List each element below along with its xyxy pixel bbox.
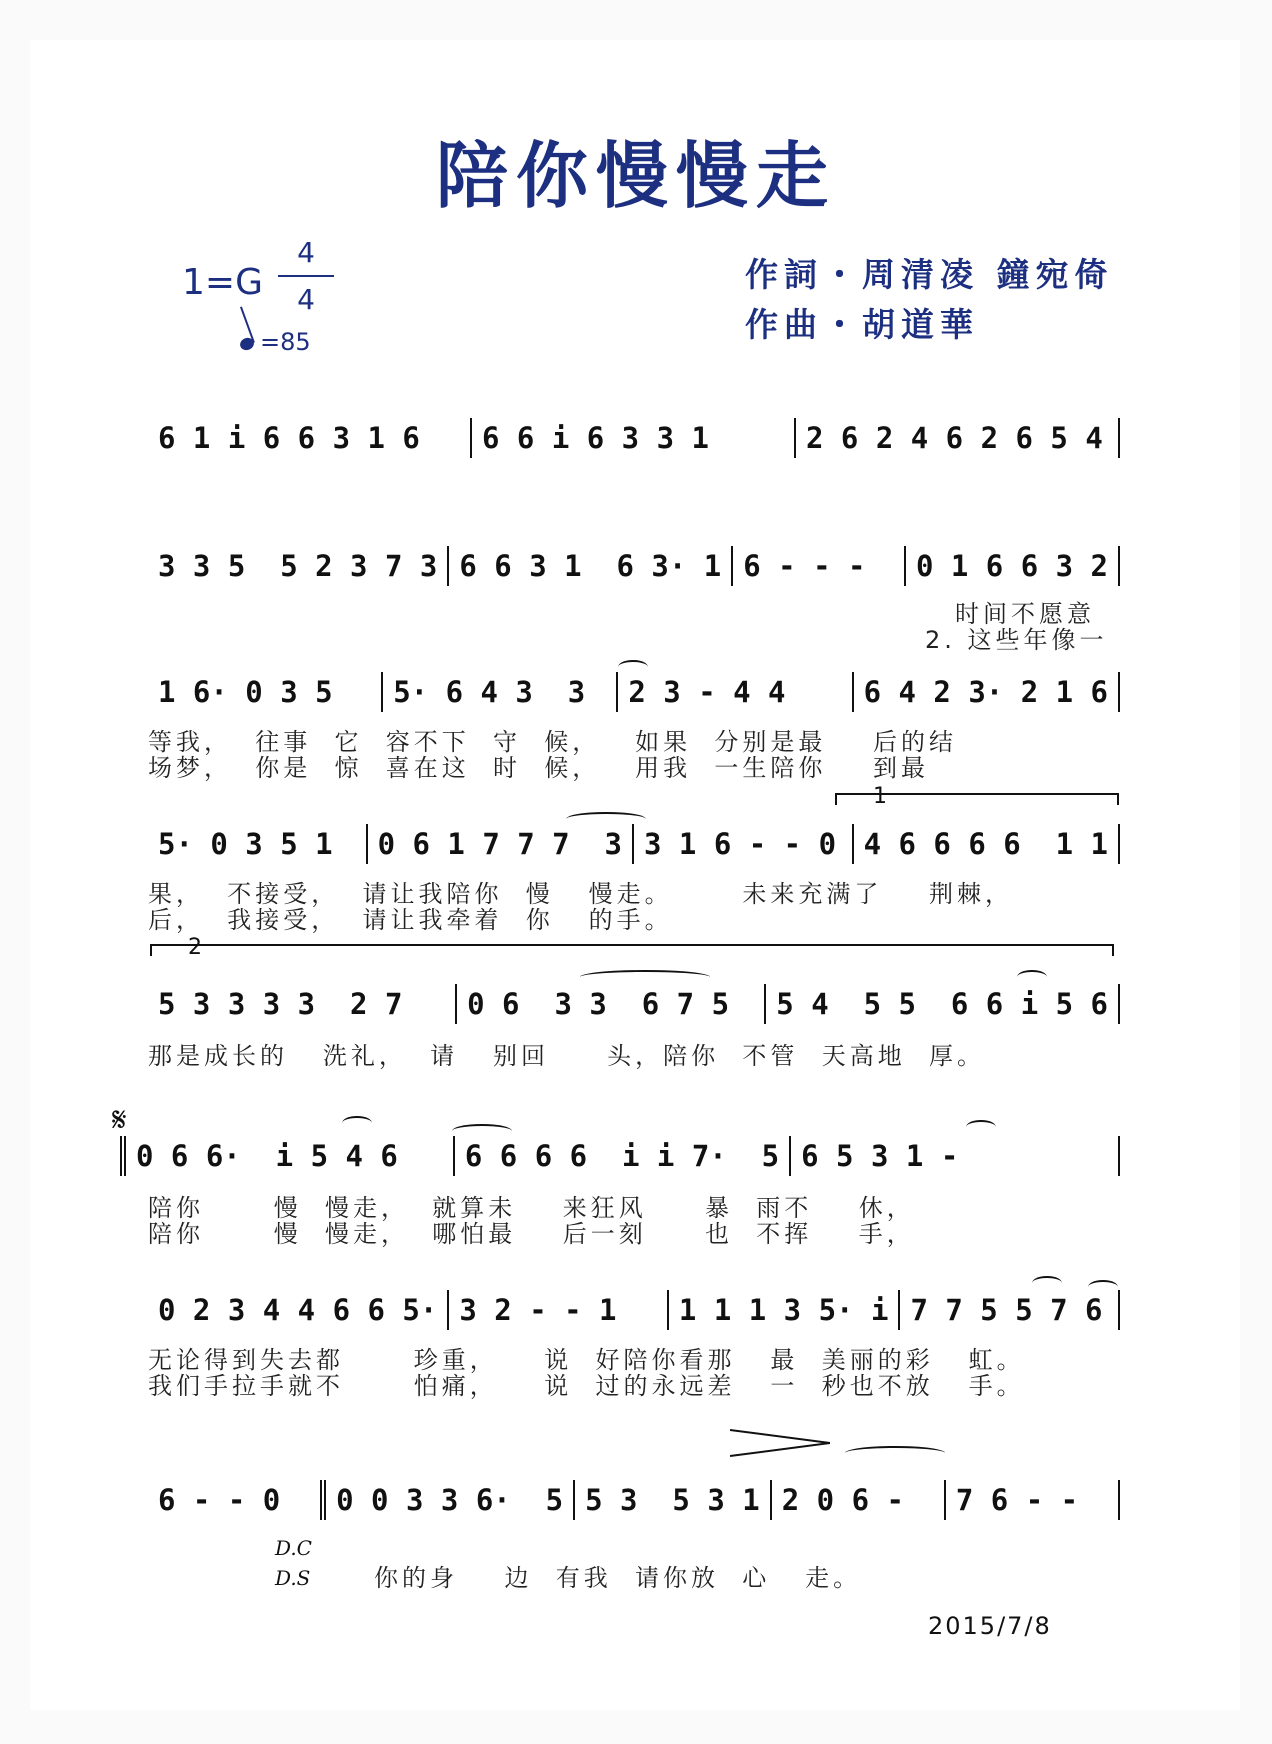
measure: 1 6· 0 3 5 — [158, 675, 333, 709]
measure: 0 6 1 7 7 7 3 — [366, 824, 632, 864]
measure: 6 4 2 3· 2 1 6 — [852, 672, 1118, 712]
measure: 0 0 3 3 6· 5 — [320, 1480, 573, 1520]
lyrics-line-2b: 2. 这些年像一 — [925, 626, 1108, 654]
measure: 2 6 2 4 6 2 6 5 4 — [794, 418, 1118, 458]
lyrics-line-8: 你的身 边 有我 请你放 心 走。 — [374, 1564, 862, 1592]
measure: 5 3 5 3 1 — [573, 1480, 770, 1520]
measure: 0 6 6· i 5 4 6 — [120, 1136, 453, 1176]
score-line-5 — [148, 984, 1120, 1024]
measure: 5· 0 3 5 1 — [158, 827, 333, 861]
measure: 0 2 3 4 4 6 6 5· — [158, 1293, 438, 1327]
quarter-note-icon — [238, 336, 255, 352]
measure: 6 1 i 6 6 3 1 6 — [158, 421, 420, 455]
measure: 1 1 1 3 5· i — [667, 1290, 899, 1330]
tie-mark — [966, 1120, 996, 1134]
tie-mark — [1032, 1276, 1062, 1290]
lyrics-line-2a: 时间不愿意 — [955, 600, 1095, 628]
lyrics-line-6b: 陪你 慢 慢走， 哪怕最 后一刻 也 不挥 手， — [148, 1220, 915, 1248]
measure: 6 - - - — [731, 546, 904, 586]
dc-marking: D.C — [275, 1536, 312, 1560]
measure: 7 6 - - — [944, 1480, 1118, 1520]
song-title: 陪你慢慢走 — [435, 133, 836, 218]
meter-top: 4 — [297, 236, 315, 269]
tie-mark — [342, 1116, 372, 1130]
measure: 2 0 6 - — [770, 1480, 944, 1520]
lyrics-line-6a: 陪你 慢 慢走， 就算未 来狂风 暴 雨不 休， — [148, 1194, 915, 1222]
tie-mark — [452, 1124, 512, 1138]
score-line-4 — [148, 824, 1120, 864]
measure: 5· 6 4 3 3 — [381, 672, 616, 712]
tempo-marking — [240, 328, 311, 356]
score-line-8 — [148, 1480, 1120, 1520]
measure: 7 7 5 5 7 6 — [898, 1290, 1118, 1330]
measure: 6 5 3 1 - — [789, 1136, 1118, 1176]
score-line-3 — [148, 672, 1120, 712]
tie-mark — [1017, 970, 1047, 984]
lyrics-line-3a: 等我， 往事 它 容不下 守 候， 如果 分别是最 后的结 — [148, 728, 957, 756]
score-line-7 — [148, 1290, 1120, 1330]
measure: 5 3 3 3 3 2 7 — [158, 987, 403, 1021]
lyrics-line-4b: 后， 我接受， 请让我牵着 你 的手。 — [148, 906, 673, 934]
time-signature — [278, 236, 334, 316]
score-line-2 — [148, 546, 1120, 586]
tie-mark — [580, 970, 710, 984]
lyrics-line-7b: 我们手拉手就不 怕痛， 说 过的永远差 一 秒也不放 手。 — [148, 1372, 1025, 1400]
measure: 2 3 - 4 4 — [616, 672, 851, 712]
measure: 6 - - 0 — [158, 1483, 281, 1517]
credits — [745, 250, 1114, 350]
lyrics-line-4a: 果， 不接受， 请让我陪你 慢 慢走。 未来充满了 荆棘， — [148, 880, 1013, 908]
measure: 3 3 5 5 2 3 7 3 — [158, 549, 438, 583]
measure: 3 1 6 - - 0 — [632, 824, 852, 864]
lyricist-credit: 作詞・周清凌 鐘宛倚 — [745, 255, 1114, 294]
tie-mark — [845, 1446, 945, 1460]
measure: 0 6 3 3 6 7 5 — [455, 984, 764, 1024]
meter-bottom: 4 — [297, 283, 315, 316]
measure: 6 6 6 6 i i 7· 5 — [453, 1136, 789, 1176]
decrescendo-icon — [730, 1428, 830, 1458]
composer-credit: 作曲・胡道華 — [745, 305, 979, 344]
measure: 4 6 6 6 6 1 1 — [852, 824, 1118, 864]
lyrics-line-5: 那是成长的 洗礼， 请 别回 头，陪你 不管 天高地 厚。 — [148, 1042, 985, 1070]
volta-number: 2 — [188, 935, 202, 960]
measure: 0 1 6 6 3 2 — [904, 546, 1118, 586]
tie-mark — [618, 660, 648, 674]
tie-mark — [1088, 1280, 1118, 1294]
tempo-value: =85 — [260, 328, 311, 356]
score-line-1 — [148, 418, 1120, 458]
score-line-6 — [120, 1136, 1120, 1176]
measure: 5 4 5 5 6 6 i 5 6 — [764, 984, 1118, 1024]
volta-number: 1 — [873, 784, 887, 809]
ds-marking: D.S — [275, 1566, 311, 1590]
meter-divider — [278, 275, 334, 277]
segno-icon: 𝄋 — [112, 1100, 127, 1140]
measure: 6 6 i 6 3 3 1 — [470, 418, 794, 458]
measure: 6 6 3 1 6 3· 1 — [447, 546, 731, 586]
lyrics-line-7a: 无论得到失去都 珍重， 说 好陪你看那 最 美丽的彩 虹。 — [148, 1346, 1025, 1374]
volta-bracket-2 — [150, 944, 1114, 956]
measure: 3 2 - - 1 — [447, 1290, 667, 1330]
key-signature: 1=G — [182, 262, 263, 303]
date-stamp: 2015/7/8 — [928, 1612, 1052, 1640]
lyrics-line-3b: 场梦， 你是 惊 喜在这 时 候， 用我 一生陪你 到最 — [148, 754, 929, 782]
tie-mark — [566, 812, 646, 826]
